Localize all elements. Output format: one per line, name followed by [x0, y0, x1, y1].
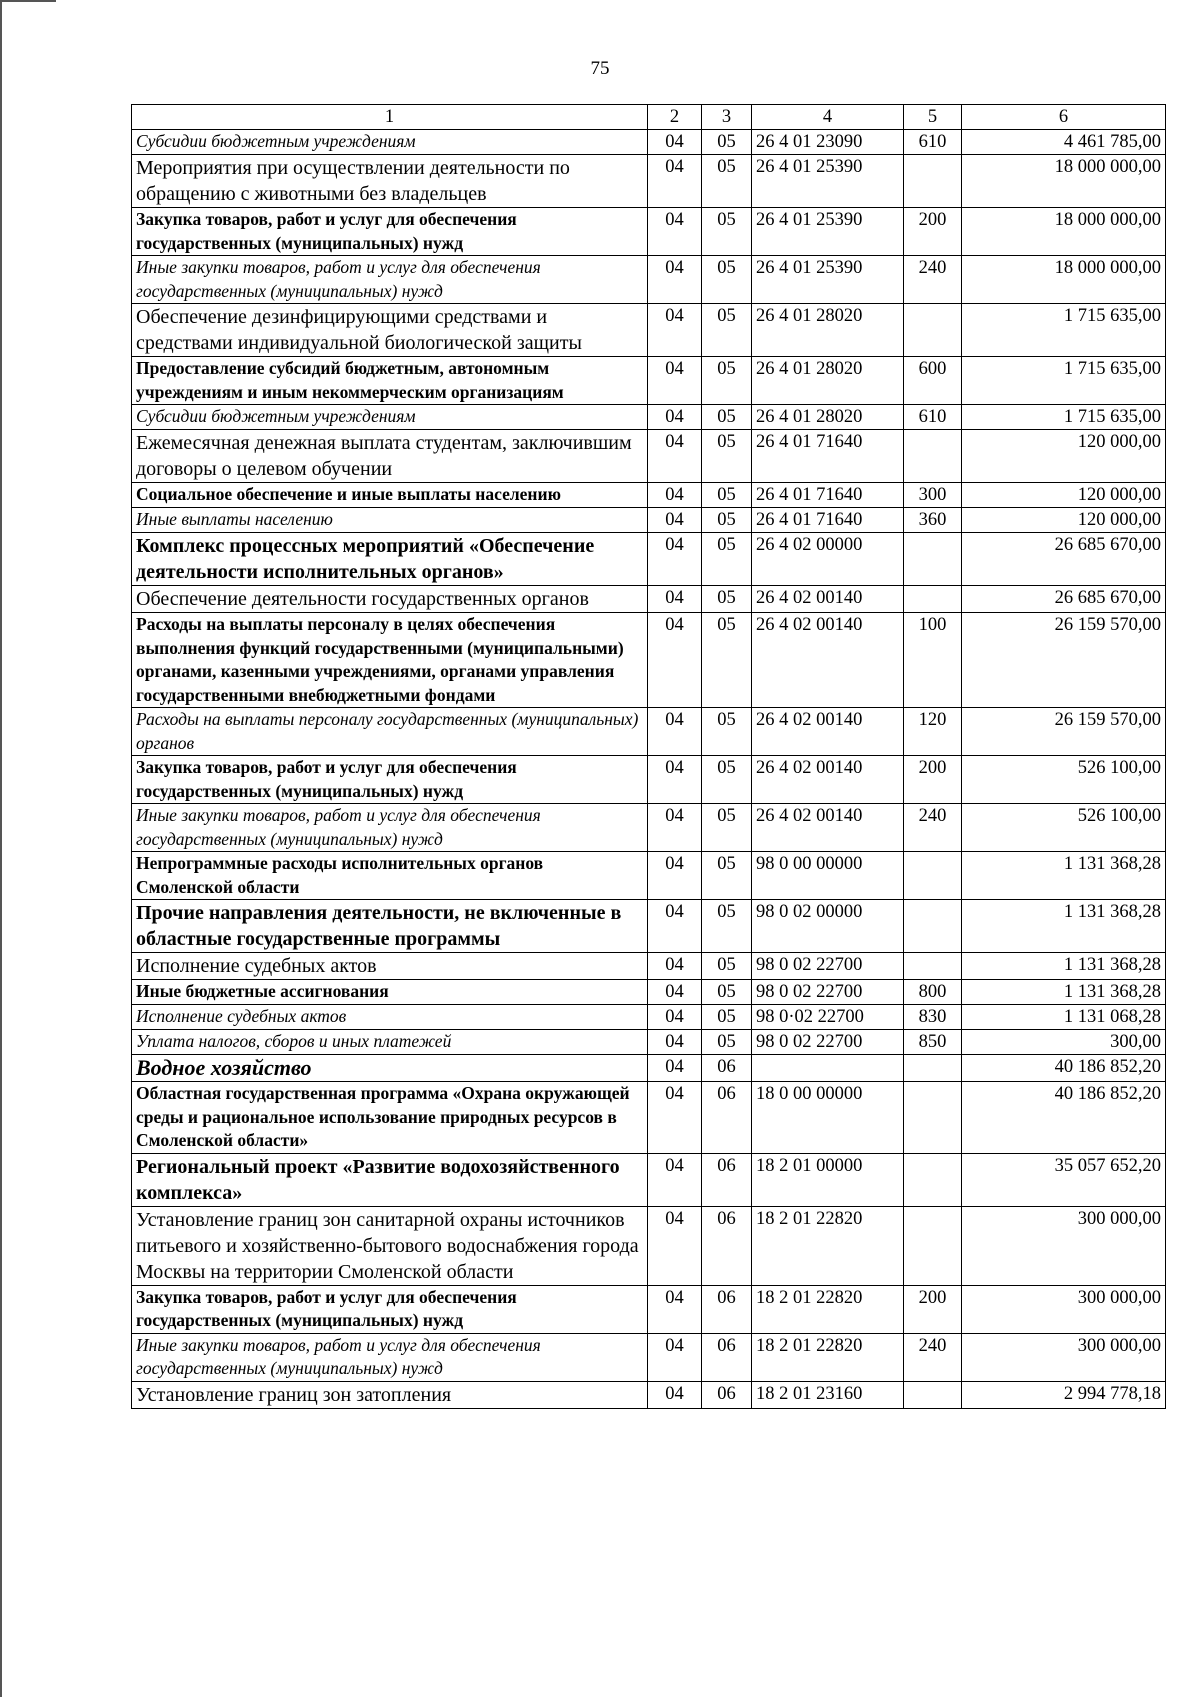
row-subsection-code: 05 [702, 483, 752, 508]
row-section-code: 04 [648, 508, 702, 533]
row-target-article: 18 2 01 22820 [752, 1333, 904, 1381]
row-name: Расходы на выплаты персоналу в целях обеспечения выполнения функций государственными (муниципальными) органами, казенными учреждениями, органами управления государственными внебюджетными фондами [132, 613, 648, 708]
row-target-article: 98 0 02 00000 [752, 900, 904, 953]
row-subsection-code: 05 [702, 533, 752, 586]
table-row [132, 980, 1166, 1005]
row-target-article: 98 0 02 22700 [752, 953, 904, 980]
row-amount: 300 000,00 [962, 1333, 1166, 1381]
row-expense-type: 240 [904, 804, 962, 852]
row-amount: 1 715 635,00 [962, 405, 1166, 430]
row-expense-type [904, 304, 962, 357]
row-section-code: 04 [648, 953, 702, 980]
row-expense-type: 610 [904, 405, 962, 430]
row-target-article: 98 0 02 22700 [752, 1030, 904, 1055]
row-section-code: 04 [648, 1381, 702, 1408]
table-row [132, 405, 1166, 430]
row-amount: 300 000,00 [962, 1285, 1166, 1333]
table-row [132, 586, 1166, 613]
row-expense-type [904, 1381, 962, 1408]
row-expense-type: 100 [904, 613, 962, 708]
row-subsection-code: 05 [702, 256, 752, 304]
row-amount: 18 000 000,00 [962, 208, 1166, 256]
row-subsection-code: 05 [702, 405, 752, 430]
row-section-code: 04 [648, 1055, 702, 1082]
header-cell-3: 3 [702, 105, 752, 130]
row-subsection-code: 05 [702, 1030, 752, 1055]
row-section-code: 04 [648, 708, 702, 756]
row-expense-type [904, 533, 962, 586]
row-target-article: 18 0 00 00000 [752, 1082, 904, 1154]
row-name: Исполнение судебных актов [132, 953, 648, 980]
row-expense-type [904, 900, 962, 953]
row-subsection-code: 06 [702, 1153, 752, 1206]
row-section-code: 04 [648, 1082, 702, 1154]
row-target-article: 26 4 01 25390 [752, 155, 904, 208]
budget-table [131, 104, 1166, 1409]
row-section-code: 04 [648, 756, 702, 804]
row-amount: 1 715 635,00 [962, 304, 1166, 357]
row-expense-type: 600 [904, 357, 962, 405]
table-row [132, 1381, 1166, 1408]
row-expense-type: 360 [904, 508, 962, 533]
row-amount: 2 994 778,18 [962, 1381, 1166, 1408]
row-target-article: 26 4 01 28020 [752, 405, 904, 430]
row-expense-type [904, 1206, 962, 1285]
row-expense-type: 300 [904, 483, 962, 508]
row-section-code: 04 [648, 980, 702, 1005]
row-target-article: 26 4 02 00140 [752, 586, 904, 613]
table-row [132, 208, 1166, 256]
row-target-article [752, 1055, 904, 1082]
row-subsection-code: 05 [702, 586, 752, 613]
row-expense-type [904, 953, 962, 980]
row-amount: 526 100,00 [962, 804, 1166, 852]
row-name: Предоставление субсидий бюджетным, автономным учреждениям и иным некоммерческим организациям [132, 357, 648, 405]
row-target-article: 26 4 02 00140 [752, 756, 904, 804]
table-row [132, 304, 1166, 357]
row-target-article: 18 2 01 23160 [752, 1381, 904, 1408]
row-expense-type [904, 852, 962, 900]
row-amount: 1 131 368,28 [962, 900, 1166, 953]
row-section-code: 04 [648, 405, 702, 430]
row-name: Исполнение судебных актов [132, 1005, 648, 1030]
row-section-code: 04 [648, 208, 702, 256]
row-subsection-code: 05 [702, 208, 752, 256]
row-amount: 1 131 368,28 [962, 852, 1166, 900]
table-row [132, 533, 1166, 586]
row-subsection-code: 05 [702, 756, 752, 804]
row-amount: 1 131 068,28 [962, 1005, 1166, 1030]
row-name: Установление границ зон затопления [132, 1381, 648, 1408]
table-row [132, 155, 1166, 208]
table-row [132, 852, 1166, 900]
row-subsection-code: 05 [702, 1005, 752, 1030]
row-subsection-code: 05 [702, 804, 752, 852]
row-name: Уплата налогов, сборов и иных платежей [132, 1030, 648, 1055]
table-row [132, 1206, 1166, 1285]
row-amount: 18 000 000,00 [962, 155, 1166, 208]
row-section-code: 04 [648, 900, 702, 953]
row-amount: 40 186 852,20 [962, 1082, 1166, 1154]
row-expense-type: 240 [904, 1333, 962, 1381]
row-amount: 26 159 570,00 [962, 613, 1166, 708]
row-section-code: 04 [648, 155, 702, 208]
table-row [132, 708, 1166, 756]
row-target-article: 26 4 01 71640 [752, 430, 904, 483]
row-expense-type: 120 [904, 708, 962, 756]
row-section-code: 04 [648, 1206, 702, 1285]
row-subsection-code: 06 [702, 1206, 752, 1285]
row-expense-type [904, 1153, 962, 1206]
table-row [132, 430, 1166, 483]
row-name: Иные закупки товаров, работ и услуг для обеспечения государственных (муниципальных) нужд [132, 1333, 648, 1381]
row-target-article: 18 2 01 00000 [752, 1153, 904, 1206]
page-number: 75 [590, 58, 610, 79]
row-name: Прочие направления деятельности, не включенные в областные государственные программы [132, 900, 648, 953]
row-name: Иные закупки товаров, работ и услуг для обеспечения государственных (муниципальных) нужд [132, 804, 648, 852]
table-row [132, 953, 1166, 980]
row-amount: 35 057 652,20 [962, 1153, 1166, 1206]
table-row [132, 756, 1166, 804]
row-expense-type: 850 [904, 1030, 962, 1055]
row-name: Закупка товаров, работ и услуг для обеспечения государственных (муниципальных) нужд [132, 756, 648, 804]
row-name: Обеспечение деятельности государственных органов [132, 586, 648, 613]
table-row [132, 1285, 1166, 1333]
row-amount: 120 000,00 [962, 430, 1166, 483]
row-subsection-code: 05 [702, 430, 752, 483]
row-amount: 300 000,00 [962, 1206, 1166, 1285]
row-target-article: 98 0 02 22700 [752, 980, 904, 1005]
row-subsection-code: 06 [702, 1082, 752, 1154]
row-section-code: 04 [648, 1005, 702, 1030]
row-name: Иные выплаты населению [132, 508, 648, 533]
row-name: Социальное обеспечение и иные выплаты населению [132, 483, 648, 508]
row-section-code: 04 [648, 1333, 702, 1381]
row-name: Установление границ зон санитарной охраны источников питьевого и хозяйственно-бытового водоснабжения города Москвы на территории Смоленской области [132, 1206, 648, 1285]
row-subsection-code: 05 [702, 953, 752, 980]
row-expense-type: 800 [904, 980, 962, 1005]
row-name: Иные бюджетные ассигнования [132, 980, 648, 1005]
header-cell-2: 2 [648, 105, 702, 130]
row-section-code: 04 [648, 613, 702, 708]
row-expense-type [904, 586, 962, 613]
row-name: Субсидии бюджетным учреждениям [132, 130, 648, 155]
scan-edge-line [0, 0, 2, 1697]
row-target-article: 26 4 02 00140 [752, 708, 904, 756]
row-name: Мероприятия при осуществлении деятельности по обращению с животными без владельцев [132, 155, 648, 208]
row-amount: 26 159 570,00 [962, 708, 1166, 756]
header-cell-4: 4 [752, 105, 904, 130]
row-target-article: 26 4 02 00140 [752, 613, 904, 708]
row-subsection-code: 05 [702, 508, 752, 533]
row-name: Водное хозяйство [132, 1055, 648, 1082]
row-target-article: 18 2 01 22820 [752, 1285, 904, 1333]
row-target-article: 26 4 02 00140 [752, 804, 904, 852]
row-name: Закупка товаров, работ и услуг для обеспечения государственных (муниципальных) нужд [132, 208, 648, 256]
row-amount: 120 000,00 [962, 483, 1166, 508]
row-target-article: 26 4 01 25390 [752, 208, 904, 256]
row-expense-type: 200 [904, 1285, 962, 1333]
row-expense-type: 240 [904, 256, 962, 304]
row-subsection-code: 05 [702, 304, 752, 357]
row-name: Субсидии бюджетным учреждениям [132, 405, 648, 430]
row-amount: 300,00 [962, 1030, 1166, 1055]
row-subsection-code: 05 [702, 613, 752, 708]
table-row [132, 357, 1166, 405]
row-amount: 26 685 670,00 [962, 586, 1166, 613]
row-target-article: 26 4 01 28020 [752, 357, 904, 405]
row-target-article: 26 4 01 23090 [752, 130, 904, 155]
row-amount: 1 715 635,00 [962, 357, 1166, 405]
row-target-article: 26 4 01 71640 [752, 483, 904, 508]
table-row [132, 900, 1166, 953]
row-target-article: 18 2 01 22820 [752, 1206, 904, 1285]
row-expense-type [904, 1082, 962, 1154]
header-cell-5: 5 [904, 105, 962, 130]
row-section-code: 04 [648, 804, 702, 852]
row-name: Непрограммные расходы исполнительных органов Смоленской области [132, 852, 648, 900]
row-name: Ежемесячная денежная выплата студентам, заключившим договоры о целевом обучении [132, 430, 648, 483]
row-section-code: 04 [648, 430, 702, 483]
row-section-code: 04 [648, 483, 702, 508]
row-subsection-code: 05 [702, 980, 752, 1005]
table-row [132, 804, 1166, 852]
row-section-code: 04 [648, 586, 702, 613]
scan-edge-line-top [0, 0, 56, 2]
row-amount: 26 685 670,00 [962, 533, 1166, 586]
row-section-code: 04 [648, 1285, 702, 1333]
row-name: Закупка товаров, работ и услуг для обеспечения государственных (муниципальных) нужд [132, 1285, 648, 1333]
row-subsection-code: 05 [702, 708, 752, 756]
row-name: Расходы на выплаты персоналу государственных (муниципальных) органов [132, 708, 648, 756]
row-amount: 18 000 000,00 [962, 256, 1166, 304]
header-cell-6: 6 [962, 105, 1166, 130]
row-section-code: 04 [648, 1030, 702, 1055]
row-amount: 120 000,00 [962, 508, 1166, 533]
row-target-article: 26 4 02 00000 [752, 533, 904, 586]
row-name: Обеспечение дезинфицирующими средствами и средствами индивидуальной биологической защиты [132, 304, 648, 357]
table-row [132, 483, 1166, 508]
table-row [132, 130, 1166, 155]
row-target-article: 26 4 01 28020 [752, 304, 904, 357]
table-row [132, 508, 1166, 533]
table-row [132, 256, 1166, 304]
row-section-code: 04 [648, 256, 702, 304]
table-row [132, 613, 1166, 708]
table-row [132, 1005, 1166, 1030]
row-expense-type: 830 [904, 1005, 962, 1030]
row-subsection-code: 06 [702, 1285, 752, 1333]
row-expense-type [904, 1055, 962, 1082]
row-subsection-code: 05 [702, 852, 752, 900]
row-expense-type: 610 [904, 130, 962, 155]
row-subsection-code: 06 [702, 1055, 752, 1082]
table-header-row [132, 105, 1166, 130]
row-section-code: 04 [648, 304, 702, 357]
row-expense-type [904, 155, 962, 208]
table-row [132, 1153, 1166, 1206]
row-section-code: 04 [648, 1153, 702, 1206]
row-section-code: 04 [648, 130, 702, 155]
row-expense-type [904, 430, 962, 483]
row-section-code: 04 [648, 852, 702, 900]
row-target-article: 98 0·02 22700 [752, 1005, 904, 1030]
row-name: Комплекс процессных мероприятий «Обеспечение деятельности исполнительных органов» [132, 533, 648, 586]
row-subsection-code: 05 [702, 130, 752, 155]
row-amount: 1 131 368,28 [962, 980, 1166, 1005]
row-subsection-code: 05 [702, 900, 752, 953]
row-section-code: 04 [648, 533, 702, 586]
row-target-article: 26 4 01 71640 [752, 508, 904, 533]
table-row [132, 1055, 1166, 1082]
row-name: Областная государственная программа «Охрана окружающей среды и рациональное использование природных ресурсов в Смоленской области» [132, 1082, 648, 1154]
row-expense-type: 200 [904, 756, 962, 804]
row-amount: 526 100,00 [962, 756, 1166, 804]
row-section-code: 04 [648, 357, 702, 405]
row-amount: 40 186 852,20 [962, 1055, 1166, 1082]
row-expense-type: 200 [904, 208, 962, 256]
row-amount: 4 461 785,00 [962, 130, 1166, 155]
budget-table-body [132, 105, 1166, 1409]
row-target-article: 98 0 00 00000 [752, 852, 904, 900]
table-row [132, 1333, 1166, 1381]
header-cell-1: 1 [132, 105, 648, 130]
row-amount: 1 131 368,28 [962, 953, 1166, 980]
row-subsection-code: 06 [702, 1333, 752, 1381]
row-name: Иные закупки товаров, работ и услуг для обеспечения государственных (муниципальных) нужд [132, 256, 648, 304]
table-row [132, 1082, 1166, 1154]
table-row [132, 1030, 1166, 1055]
row-subsection-code: 06 [702, 1381, 752, 1408]
row-subsection-code: 05 [702, 155, 752, 208]
row-name: Региональный проект «Развитие водохозяйственного комплекса» [132, 1153, 648, 1206]
row-target-article: 26 4 01 25390 [752, 256, 904, 304]
row-subsection-code: 05 [702, 357, 752, 405]
